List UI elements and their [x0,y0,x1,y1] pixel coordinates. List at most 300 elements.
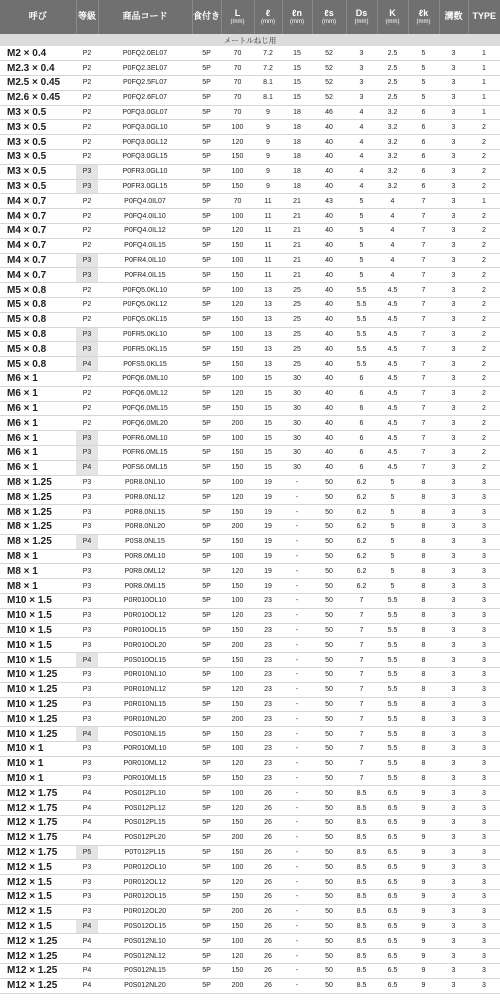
col-ln-cell: - [282,875,312,890]
col-product-code-cell: P0R8.0NL10 [98,475,192,490]
col-Ds-cell: 5 [346,253,377,268]
col-yobi-header [0,0,76,34]
col-yobi-cell: M6 × 1 [0,372,76,387]
col-lk-cell: 8 [408,505,439,520]
table-row [0,505,500,520]
col-K-cell: 4.5 [377,416,408,431]
col-type-cell: 2 [468,342,500,357]
col-flutes-cell: 3 [439,372,468,387]
col-ls-cell: 50 [312,860,346,875]
col-L-cell: 150 [221,505,254,520]
header-label: 商品コード [122,11,168,22]
col-yobi-cell: M6 × 1 [0,446,76,461]
col-Ds-cell: 6.2 [346,564,377,579]
col-ls-cell: 40 [312,209,346,224]
col-type-header [468,0,500,34]
col-K-cell: 6.5 [377,949,408,964]
col-product-code-cell: P0S012NL15 [98,963,192,978]
col-yobi-cell: M6 × 1 [0,431,76,446]
col-type-cell: 1 [468,105,500,120]
col-ls-header [312,0,346,34]
col-flutes-cell: 3 [439,194,468,209]
col-lk-cell: 8 [408,608,439,623]
col-ln-cell: 30 [282,431,312,446]
col-ln-cell: - [282,963,312,978]
header-label: ℓk [418,8,429,19]
col-flutes-cell: 3 [439,164,468,179]
col-Ds-cell: 6 [346,460,377,475]
col-l-cell: 9 [254,105,282,120]
col-chamfer-cell: 5P [192,534,221,549]
col-grade-cell: P3 [76,579,98,594]
col-lk-cell: 9 [408,963,439,978]
table-row [0,949,500,964]
col-chamfer-cell: 5P [192,298,221,313]
col-Ds-cell: 8.5 [346,830,377,845]
col-chamfer-cell: 5P [192,224,221,239]
col-Ds-cell: 5.5 [346,283,377,298]
col-l-cell: 26 [254,934,282,949]
col-lk-cell: 7 [408,327,439,342]
col-chamfer-cell: 5P [192,756,221,771]
col-flutes-cell: 3 [439,475,468,490]
col-chamfer-cell: 5P [192,786,221,801]
col-ln-cell: 21 [282,224,312,239]
section-label: メートルねじ用 [0,34,500,46]
col-product-code-cell: P0T012PL15 [98,845,192,860]
col-grade-cell: P3 [76,697,98,712]
col-grade-cell: P2 [76,46,98,61]
col-Ds-cell: 8.5 [346,949,377,964]
col-type-cell: 3 [468,667,500,682]
table-row [0,815,500,830]
col-yobi-cell: M8 × 1.25 [0,475,76,490]
col-type-cell: 2 [468,120,500,135]
col-lk-cell: 8 [408,667,439,682]
col-flutes-cell: 3 [439,830,468,845]
table-row [0,682,500,697]
col-type-cell: 1 [468,194,500,209]
col-L-cell: 200 [221,978,254,993]
col-chamfer-cell: 5P [192,801,221,816]
col-product-code-cell: P0FR6.0ML15 [98,446,192,461]
col-grade-cell: P2 [76,120,98,135]
col-chamfer-cell: 5P [192,549,221,564]
col-ln-cell: - [282,727,312,742]
col-ln-cell: 30 [282,460,312,475]
col-product-code-cell: P0FQ4.0IL10 [98,209,192,224]
col-chamfer-cell: 5P [192,875,221,890]
col-l-cell: 23 [254,623,282,638]
col-ln-cell: 30 [282,372,312,387]
col-grade-cell: P5 [76,845,98,860]
col-L-cell: 150 [221,357,254,372]
col-type-cell: 3 [468,534,500,549]
col-K-cell: 6.5 [377,919,408,934]
col-grade-cell: P2 [76,209,98,224]
col-product-code-cell: P0FQ2.3EL07 [98,61,192,76]
col-type-cell: 2 [468,298,500,313]
col-yobi-cell: M2.6 × 0.45 [0,90,76,105]
col-K-cell: 4 [377,238,408,253]
col-chamfer-cell: 5P [192,312,221,327]
col-L-cell: 150 [221,460,254,475]
col-ln-cell: - [282,564,312,579]
col-grade-cell: P2 [76,105,98,120]
col-grade-header [76,0,98,34]
col-Ds-cell: 7 [346,638,377,653]
table-row [0,712,500,727]
col-l-cell: 23 [254,667,282,682]
col-K-cell: 6.5 [377,934,408,949]
col-l-cell: 13 [254,357,282,372]
col-product-code-cell: P0S010NL15 [98,727,192,742]
col-L-cell: 200 [221,638,254,653]
col-type-cell: 3 [468,919,500,934]
col-yobi-cell: M10 × 1.5 [0,608,76,623]
col-l-cell: 11 [254,268,282,283]
table-row [0,61,500,76]
col-flutes-cell: 3 [439,431,468,446]
col-L-cell: 120 [221,875,254,890]
col-K-cell: 5 [377,579,408,594]
col-ln-cell: 25 [282,357,312,372]
col-yobi-cell: M10 × 1.25 [0,697,76,712]
col-flutes-cell: 3 [439,875,468,890]
col-K-cell: 5.5 [377,756,408,771]
col-chamfer-cell: 5P [192,667,221,682]
col-ln-cell: 21 [282,268,312,283]
col-Ds-cell: 6 [346,386,377,401]
col-grade-cell: P4 [76,934,98,949]
header-label: 呼び [28,11,47,22]
table-row [0,756,500,771]
col-lk-cell: 8 [408,564,439,579]
col-product-code-cell: P0R010OL12 [98,608,192,623]
col-yobi-cell: M8 × 1.25 [0,505,76,520]
col-L-cell: 150 [221,179,254,194]
col-L-cell: 150 [221,534,254,549]
col-type-cell: 3 [468,830,500,845]
col-K-cell: 3.2 [377,164,408,179]
col-grade-cell: P2 [76,372,98,387]
col-ls-cell: 40 [312,342,346,357]
col-yobi-cell: M12 × 1.75 [0,830,76,845]
col-K-cell: 6.5 [377,815,408,830]
col-l-cell: 26 [254,889,282,904]
col-yobi-cell: M2.5 × 0.45 [0,76,76,91]
col-chamfer-cell: 5P [192,431,221,446]
col-L-cell: 150 [221,579,254,594]
table-row [0,786,500,801]
table-row [0,401,500,416]
col-L-cell: 100 [221,475,254,490]
col-ls-cell: 50 [312,682,346,697]
col-grade-cell: P3 [76,712,98,727]
col-Ds-cell: 6.2 [346,520,377,535]
col-type-cell: 3 [468,579,500,594]
table-row [0,431,500,446]
col-grade-cell: P2 [76,238,98,253]
col-ln-cell: 18 [282,120,312,135]
col-l-cell: 26 [254,875,282,890]
col-yobi-cell: M5 × 0.8 [0,342,76,357]
col-grade-cell: P4 [76,815,98,830]
col-l-cell: 26 [254,949,282,964]
col-yobi-cell: M12 × 1.75 [0,801,76,816]
col-type-cell: 3 [468,801,500,816]
col-L-cell: 100 [221,667,254,682]
col-flutes-cell: 3 [439,815,468,830]
table-row [0,460,500,475]
col-l-header [254,0,282,34]
col-ls-cell: 50 [312,653,346,668]
col-type-cell: 2 [468,416,500,431]
col-ls-cell: 50 [312,505,346,520]
col-lk-cell: 7 [408,209,439,224]
col-yobi-cell: M8 × 1.25 [0,520,76,535]
col-ls-cell: 40 [312,312,346,327]
table-row [0,224,500,239]
col-l-cell: 26 [254,904,282,919]
col-grade-cell: P4 [76,919,98,934]
col-K-cell: 4.5 [377,401,408,416]
col-flutes-cell: 3 [439,520,468,535]
col-l-cell: 19 [254,475,282,490]
col-Ds-cell: 3 [346,46,377,61]
col-type-cell: 1 [468,46,500,61]
col-grade-cell: P3 [76,860,98,875]
col-grade-cell: P3 [76,756,98,771]
col-type-cell: 3 [468,653,500,668]
table-row [0,904,500,919]
col-l-cell: 15 [254,401,282,416]
col-K-cell: 6.5 [377,860,408,875]
col-lk-cell: 6 [408,150,439,165]
col-ls-cell: 40 [312,446,346,461]
col-Ds-cell: 7 [346,653,377,668]
col-ls-cell: 50 [312,490,346,505]
col-yobi-cell: M8 × 1.25 [0,490,76,505]
col-grade-cell: P4 [76,949,98,964]
col-grade-cell: P3 [76,431,98,446]
table-row [0,120,500,135]
col-flutes-cell: 3 [439,283,468,298]
col-ln-cell: - [282,520,312,535]
col-ls-cell: 50 [312,875,346,890]
col-ln-cell: 30 [282,446,312,461]
col-chamfer-cell: 5P [192,46,221,61]
col-ls-cell: 50 [312,727,346,742]
table-row [0,446,500,461]
col-grade-cell: P3 [76,520,98,535]
col-ls-cell: 50 [312,815,346,830]
col-L-cell: 150 [221,446,254,461]
col-ls-cell: 50 [312,520,346,535]
col-type-cell: 3 [468,904,500,919]
col-grade-cell: P2 [76,401,98,416]
col-K-cell: 4 [377,209,408,224]
col-ln-cell: 21 [282,194,312,209]
col-K-cell: 5.5 [377,653,408,668]
col-chamfer-cell: 5P [192,697,221,712]
col-grade-cell: P3 [76,741,98,756]
col-flutes-cell: 3 [439,667,468,682]
table-row [0,327,500,342]
col-product-code-cell: P0R8.0ML12 [98,564,192,579]
header-unit: (mm) [290,18,304,25]
col-yobi-cell: M8 × 1 [0,579,76,594]
table-row [0,667,500,682]
header-label: 等級 [77,11,96,22]
col-K-cell: 5 [377,520,408,535]
col-product-code-cell: P0R010NL15 [98,697,192,712]
col-yobi-cell: M12 × 1.5 [0,904,76,919]
col-ln-cell: - [282,741,312,756]
col-chamfer-cell: 5P [192,105,221,120]
col-L-cell: 120 [221,564,254,579]
col-type-cell: 3 [468,505,500,520]
col-flutes-cell: 3 [439,712,468,727]
col-type-cell: 3 [468,608,500,623]
col-lk-cell: 7 [408,372,439,387]
col-grade-cell: P3 [76,268,98,283]
col-L-cell: 200 [221,712,254,727]
table-row [0,830,500,845]
table-row [0,386,500,401]
col-chamfer-cell: 5P [192,446,221,461]
table-row [0,889,500,904]
col-yobi-cell: M3 × 0.5 [0,164,76,179]
col-yobi-cell: M10 × 1.25 [0,727,76,742]
col-Ds-cell: 8.5 [346,845,377,860]
table-row [0,845,500,860]
col-product-code-cell: P0FR5.0KL10 [98,327,192,342]
col-chamfer-cell: 5P [192,76,221,91]
col-product-code-cell: P0R010OL20 [98,638,192,653]
col-ln-cell: 15 [282,90,312,105]
col-Ds-cell: 7 [346,667,377,682]
col-ls-cell: 50 [312,667,346,682]
col-K-cell: 4 [377,224,408,239]
col-type-cell: 3 [468,727,500,742]
col-grade-cell: P3 [76,593,98,608]
col-l-cell: 19 [254,579,282,594]
col-l-cell: 19 [254,520,282,535]
col-grade-cell: P3 [76,623,98,638]
col-K-cell: 6.5 [377,963,408,978]
col-chamfer-cell: 5P [192,712,221,727]
col-yobi-cell: M10 × 1.5 [0,623,76,638]
col-yobi-cell: M2.3 × 0.4 [0,61,76,76]
col-flutes-cell: 3 [439,386,468,401]
col-yobi-cell: M3 × 0.5 [0,135,76,150]
col-ls-cell: 40 [312,401,346,416]
col-lk-cell: 9 [408,949,439,964]
col-ls-cell: 50 [312,830,346,845]
col-yobi-cell: M5 × 0.8 [0,312,76,327]
col-L-cell: 120 [221,682,254,697]
col-l-cell: 8.1 [254,90,282,105]
col-Ds-cell: 7 [346,608,377,623]
col-L-cell: 200 [221,520,254,535]
col-yobi-cell: M12 × 1.5 [0,875,76,890]
col-product-code-cell: P0R010NL10 [98,667,192,682]
col-K-cell: 3.2 [377,135,408,150]
col-ln-cell: - [282,712,312,727]
col-type-cell: 2 [468,253,500,268]
col-lk-cell: 5 [408,61,439,76]
col-l-cell: 13 [254,283,282,298]
col-K-cell: 4 [377,268,408,283]
col-Ds-cell: 3 [346,76,377,91]
col-product-code-cell: P0R012OL12 [98,875,192,890]
col-K-cell: 4.5 [377,283,408,298]
header-label: ℓn [292,8,302,19]
col-yobi-cell: M12 × 1.25 [0,978,76,993]
col-type-cell: 3 [468,549,500,564]
col-L-cell: 70 [221,194,254,209]
col-ls-cell: 50 [312,579,346,594]
header-unit: (mm) [416,18,431,25]
col-flutes-cell: 3 [439,801,468,816]
col-product-code-cell: P0FR6.0ML10 [98,431,192,446]
col-lk-cell: 6 [408,179,439,194]
col-yobi-cell: M12 × 1.5 [0,860,76,875]
col-yobi-cell: M10 × 1 [0,756,76,771]
col-chamfer-header [192,0,221,34]
col-type-cell: 2 [468,179,500,194]
header-label: Ds [355,8,368,19]
col-product-code-cell: P0FQ3.0GL15 [98,150,192,165]
col-l-cell: 15 [254,460,282,475]
col-yobi-cell: M4 × 0.7 [0,194,76,209]
col-K-cell: 4.5 [377,386,408,401]
col-grade-cell: P3 [76,667,98,682]
col-chamfer-cell: 5P [192,194,221,209]
col-grade-cell: P4 [76,978,98,993]
col-flutes-cell: 3 [439,61,468,76]
col-Ds-cell: 7 [346,756,377,771]
col-chamfer-cell: 5P [192,845,221,860]
col-grade-cell: P3 [76,164,98,179]
col-l-cell: 26 [254,978,282,993]
col-ls-cell: 40 [312,164,346,179]
col-flutes-cell: 3 [439,889,468,904]
col-Ds-cell: 5.5 [346,342,377,357]
col-l-cell: 23 [254,697,282,712]
col-ls-cell: 50 [312,786,346,801]
col-ls-cell: 50 [312,756,346,771]
col-product-code-cell: P0R8.0ML15 [98,579,192,594]
col-K-cell: 4.5 [377,431,408,446]
col-chamfer-cell: 5P [192,593,221,608]
col-ln-cell: 15 [282,46,312,61]
col-yobi-cell: M10 × 1.5 [0,638,76,653]
col-chamfer-cell: 5P [192,327,221,342]
col-flutes-cell: 3 [439,579,468,594]
col-K-cell: 6.5 [377,786,408,801]
col-l-cell: 11 [254,224,282,239]
col-ls-cell: 50 [312,771,346,786]
col-ln-cell: 18 [282,179,312,194]
col-yobi-cell: M3 × 0.5 [0,179,76,194]
table-row [0,638,500,653]
col-K-cell: 5.5 [377,638,408,653]
col-l-cell: 26 [254,860,282,875]
col-l-cell: 15 [254,416,282,431]
col-l-cell: 7.2 [254,61,282,76]
